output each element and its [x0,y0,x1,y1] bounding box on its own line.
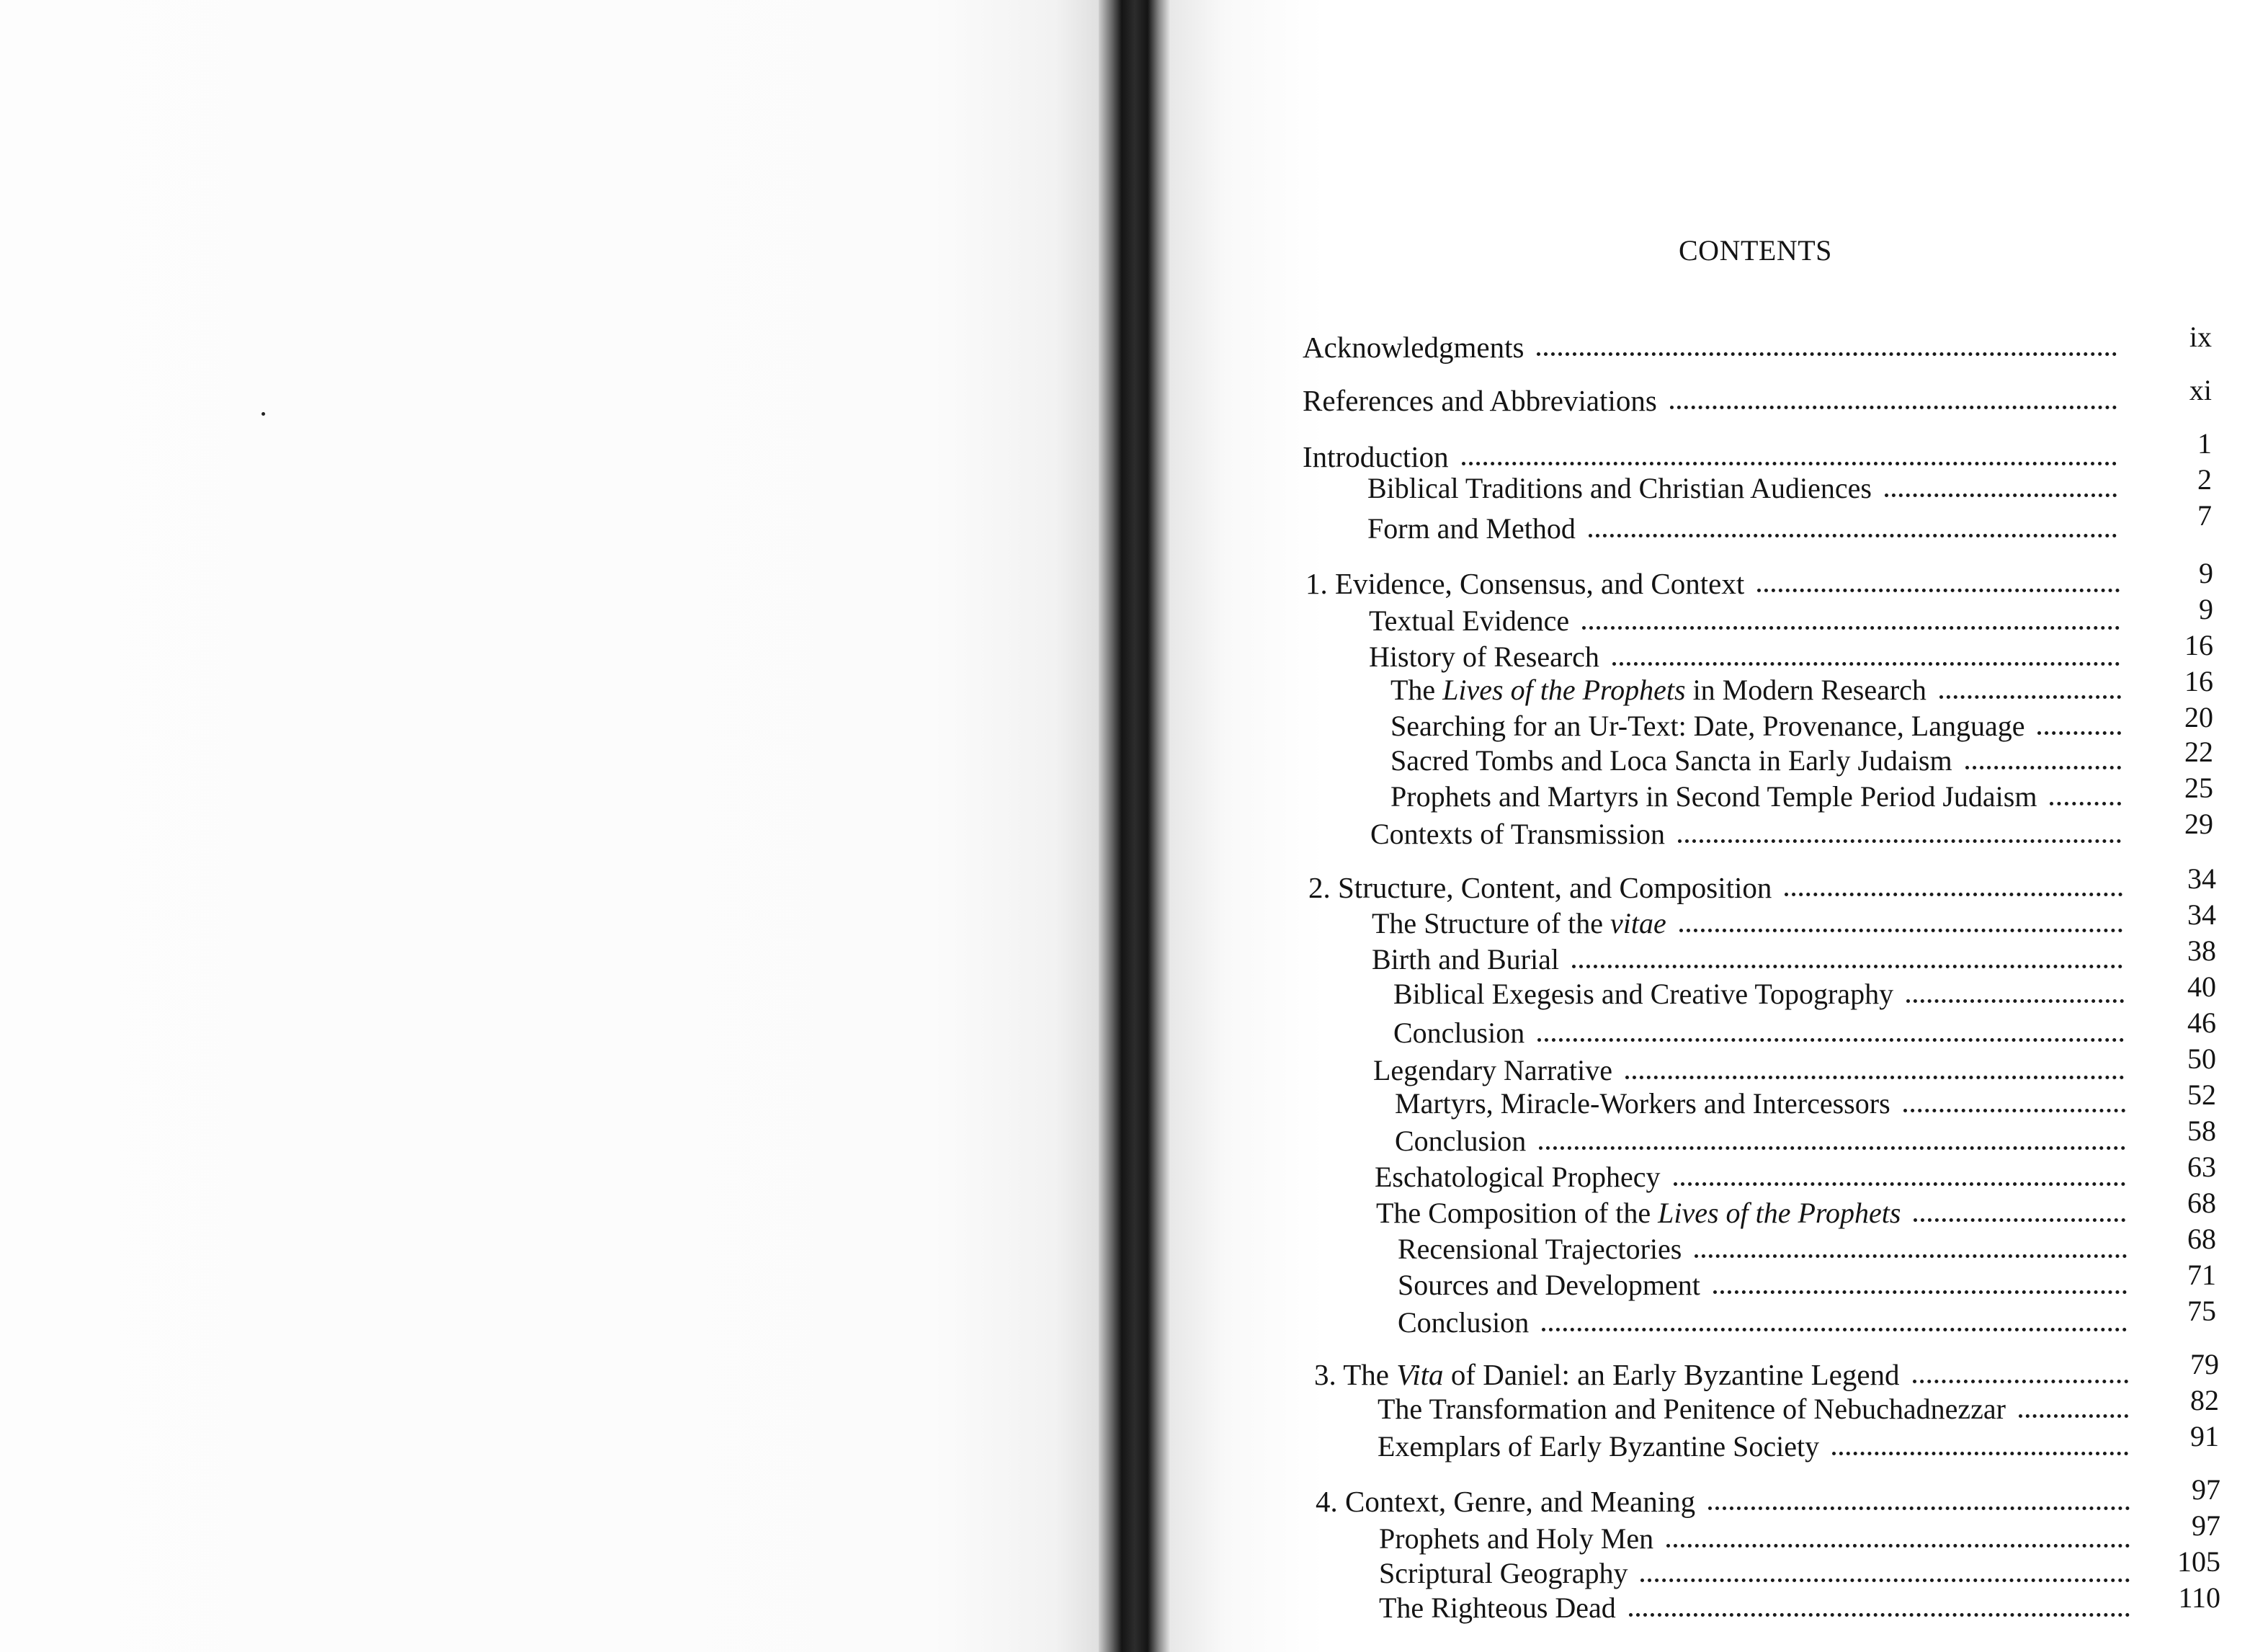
leader-dots [1914,1218,2125,1222]
leader-dots [1785,893,2122,896]
leader-dots [1708,1506,2130,1510]
leader-dots [1695,1254,2127,1258]
toc-entry-label: Form and Method [1367,512,1576,545]
toc-page-number: 105 [2177,1545,2220,1578]
leader-dots [1612,662,2120,666]
toc-entry-label [1314,1357,1913,1392]
label-text: in Modern Research [1685,674,1927,706]
toc-entry [1370,817,2121,852]
toc-entry [1390,780,2121,814]
leader-dots [1832,1452,2128,1455]
toc-page-number: 2 [2197,463,2212,496]
toc-entry [1398,1305,2127,1340]
toc-entry-label: Sacred Tombs and Loca Sancta in Early Judaism [1390,744,1952,777]
toc-page-number: 91 [2190,1420,2219,1452]
toc-entry-label: Prophets and Martyrs in Second Temple Period Judaism [1390,780,2037,813]
toc-entry-label: Conclusion [1398,1306,1530,1339]
leader-dots [1674,1182,2125,1186]
toc-entry [1369,640,2120,674]
leader-dots [2037,731,2121,735]
italic-title: Lives of the Prophets [1442,674,1686,706]
toc-page-number: 16 [2184,665,2213,697]
toc-entry-label: Contexts of Transmission [1370,818,1665,850]
toc-entry-label: Biblical Traditions and Christian Audiences [1367,472,1872,504]
toc-entry [1376,1196,2125,1231]
toc-page-number: 9 [2199,557,2213,589]
toc-page-number: xi [2189,374,2212,406]
toc-entry [1395,1086,2125,1121]
leader-dots [1640,1579,2130,1582]
toc-entry-label: The Transformation and Penitence of Nebuchadnezzar [1378,1393,2006,1425]
leader-dots [1939,695,2121,699]
leader-dots [1539,1146,2125,1150]
toc-entry-label: Acknowledgments [1303,331,1524,364]
toc-page-number: 68 [2187,1187,2216,1219]
toc-page-number: 58 [2187,1115,2216,1147]
toc-entry-label: 4. Context, Genre, and Meaning [1316,1485,1696,1518]
label-text: 3. The [1314,1358,1397,1391]
toc-entry [1379,1591,2130,1625]
leader-dots [1903,1109,2125,1112]
toc-entry-label: 1. Evidence, Consensus, and Context [1305,567,1745,600]
leader-dots [1625,1076,2124,1079]
toc-page-number: ix [2189,321,2212,353]
toc-entry [1378,1429,2128,1464]
italic-title: Lives of the Prophets [1658,1197,1901,1229]
toc-entry [1305,566,2120,601]
leader-dots [1713,1290,2127,1294]
toc-entry-label [1390,673,1939,707]
toc-entry-label: The Righteous Dead [1379,1591,1616,1624]
toc-entry-label: 2. Structure, Content, and Composition [1308,871,1772,904]
toc-page-number: 1 [2197,427,2212,460]
toc-entry [1379,1556,2130,1591]
toc-entry [1398,1232,2127,1267]
toc-entry-label: Exemplars of Early Byzantine Society [1378,1430,1820,1463]
toc-entry-label: Conclusion [1395,1125,1527,1157]
toc-entry-label [1372,906,1679,941]
toc-page-number: 79 [2190,1348,2219,1380]
toc-entry [1393,977,2124,1012]
label-text: The Structure of the [1372,907,1610,939]
leader-dots [1462,462,2117,465]
toc-page-number: 52 [2187,1079,2216,1111]
toc-page-number: 34 [2187,898,2216,931]
toc-entry [1316,1484,2130,1519]
toc-entry [1390,673,2121,707]
toc-entry [1378,1392,2128,1426]
toc-page-number: 25 [2184,772,2213,804]
toc-entry [1390,709,2121,744]
leader-dots [1537,352,2117,356]
toc-page-number: 46 [2187,1006,2216,1039]
toc-entry [1390,744,2121,778]
toc-entry [1372,906,2122,941]
leader-dots [1885,494,2117,497]
label-text: The [1390,674,1443,706]
toc-page-number: 50 [2187,1042,2216,1075]
leader-dots [2019,1414,2128,1418]
italic-title: vitae [1610,907,1666,939]
toc-page-number: 7 [2197,499,2212,532]
toc-entry-label: Recensional Trajectories [1398,1233,1682,1265]
toc-entry-label: Eschatological Prophecy [1375,1161,1661,1193]
leader-dots [1670,406,2117,409]
contents-heading: CONTENTS [1679,234,1832,267]
toc-page-number: 40 [2187,970,2216,1003]
toc-page-number: 97 [2192,1473,2220,1506]
toc-entry-label: Scriptural Geography [1379,1557,1628,1589]
toc-entry [1372,942,2122,977]
toc-entry [1373,1053,2124,1088]
toc-page-number: 97 [2192,1509,2220,1542]
label-text: of Daniel: an Early Byzantine Legend [1443,1358,1900,1391]
toc-entry [1379,1522,2130,1556]
leader-dots [1537,1038,2124,1042]
toc-entry [1314,1357,2128,1392]
toc-page-number: 75 [2187,1295,2216,1327]
toc-entry-label: Prophets and Holy Men [1379,1522,1654,1555]
leader-dots [1542,1328,2127,1331]
leader-dots [1582,626,2120,630]
leader-dots [1589,534,2117,537]
leader-dots [1757,589,2120,592]
toc-entry-label: Searching for an Ur-Text: Date, Provenance, Language [1390,710,2025,742]
toc-entry [1367,512,2117,546]
toc-entry-label: Introduction [1303,440,1449,473]
leader-dots [2050,802,2121,805]
toc-entry [1398,1268,2127,1303]
toc-page-number: 22 [2184,736,2213,768]
toc-entry [1308,870,2122,905]
toc-page-number: 82 [2190,1384,2219,1416]
toc-entry-label: References and Abbreviations [1303,384,1657,417]
leader-dots [1678,839,2121,843]
toc-entry-label: Legendary Narrative [1373,1054,1613,1086]
toc-entry [1393,1016,2124,1050]
toc-entry-label: Textual Evidence [1369,604,1570,637]
toc-entry [1395,1124,2125,1158]
italic-title: Vita [1396,1358,1444,1391]
toc-entry [1303,383,2117,418]
toc-page-number: 68 [2187,1223,2216,1255]
toc-entry-label: Martyrs, Miracle-Workers and Intercessors [1395,1087,1890,1120]
leader-dots [1906,999,2124,1003]
toc-entry-label: History of Research [1369,640,1599,673]
toc-entry [1303,439,2117,474]
label-text: The Composition of the [1376,1197,1658,1229]
toc-page-number: 63 [2187,1151,2216,1183]
toc-entry-label: Biblical Exegesis and Creative Topography [1393,978,1894,1010]
toc-page-number: 29 [2184,808,2213,840]
toc-page-number: 20 [2184,701,2213,733]
toc-page-number: 110 [2178,1581,2220,1614]
leader-dots [1629,1613,2130,1617]
leader-dots [1572,965,2122,968]
leader-dots [1666,1544,2130,1548]
toc-page-number: 34 [2187,862,2216,895]
toc-entry [1367,471,2117,506]
leader-dots [1679,929,2122,932]
toc-entry-label [1376,1196,1914,1231]
leader-dots [1913,1380,2128,1383]
toc-page-number: 38 [2187,934,2216,967]
leader-dots [1965,766,2121,769]
toc-page-number: 16 [2184,629,2213,661]
toc-entry-label: Sources and Development [1398,1269,1700,1301]
toc-entry [1303,330,2117,365]
toc-page-number: 9 [2199,593,2213,625]
toc-entry [1369,604,2120,638]
toc-entry [1375,1160,2125,1195]
toc-page-number: 71 [2187,1259,2216,1291]
toc-entry-label: Conclusion [1393,1017,1525,1049]
toc-entry-label: Birth and Burial [1372,943,1559,975]
